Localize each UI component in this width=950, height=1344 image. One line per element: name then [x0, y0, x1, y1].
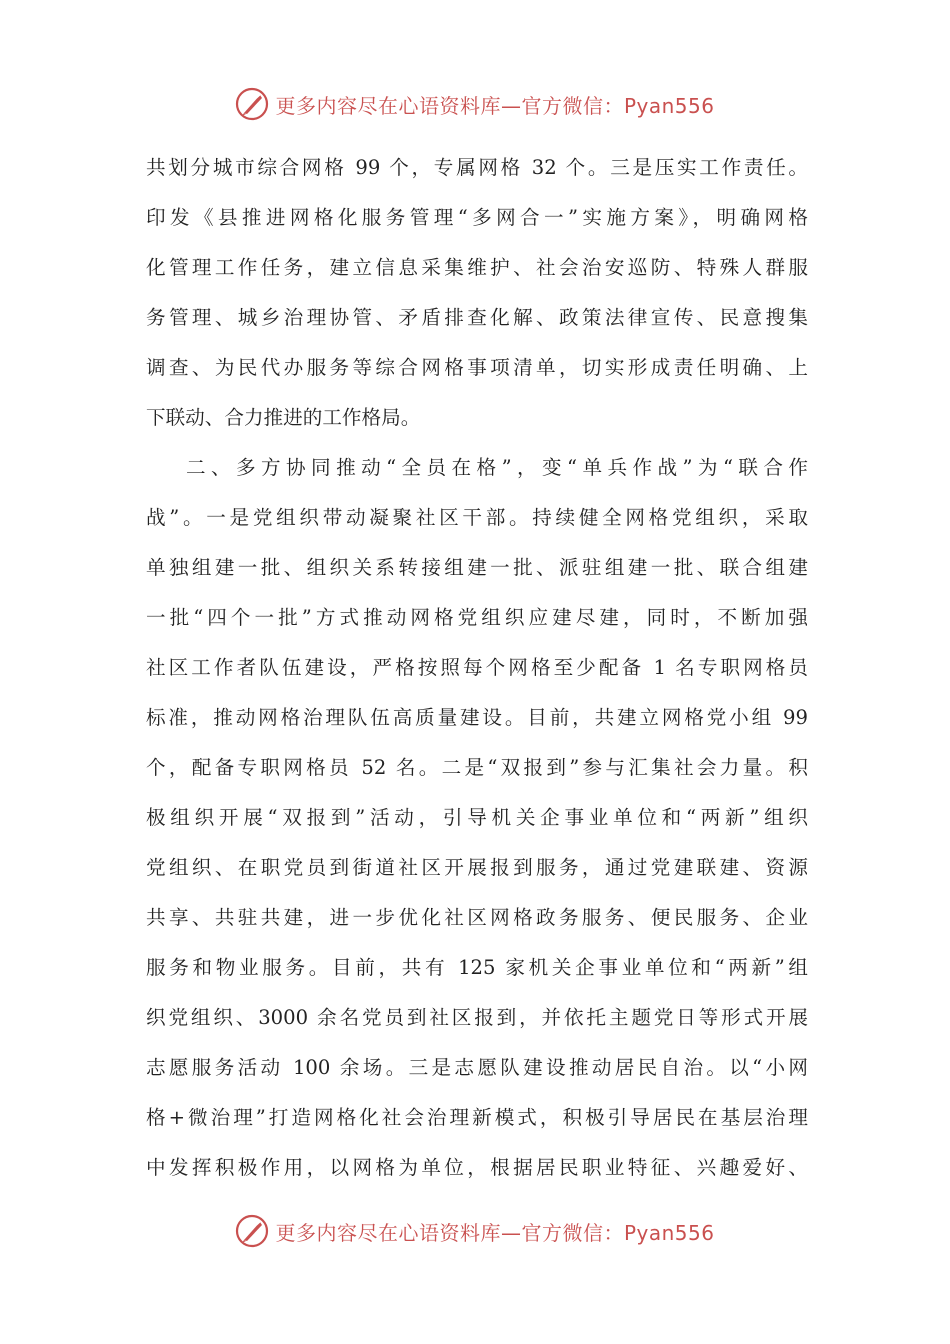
banner-text: 更多内容尽在心语资料库—官方微信：Pyan556	[275, 1220, 715, 1245]
text-line: 服务和物业服务。目前，共有 125 家机关企事业单位和“两新”组	[146, 956, 808, 979]
banner-text: 更多内容尽在心语资料库—官方微信：Pyan556	[275, 93, 715, 118]
text-line: 社区工作者队伍建设，严格按照每个网格至少配备 1 名专职网格员	[146, 656, 808, 679]
text-line: 调查、为民代办服务等综合网格事项清单，切实形成责任明确、上	[146, 356, 808, 379]
text-line: 织党组织、3000 余名党员到社区报到，并依托主题党日等形式开展	[146, 1006, 808, 1029]
text-line: 印发《县推进网格化服务管理“多网合一”实施方案》，明确网格	[146, 206, 808, 229]
text-line: 共划分城市综合网格 99 个，专属网格 32 个。三是压实工作责任。	[146, 156, 808, 179]
text-line: 化管理工作任务，建立信息采集维护、社会治安巡防、特殊人群服	[146, 256, 808, 279]
text-line: 下联动、合力推进的工作格局。	[146, 406, 421, 429]
text-line: 标准，推动网格治理队伍高质量建设。目前，共建立网格党小组 99	[146, 706, 808, 729]
text-line: 战”。一是党组织带动凝聚社区干部。持续健全网格党组织，采取	[146, 506, 808, 529]
text-line: 志愿服务活动 100 余场。三是志愿队建设推动居民自治。以“小网	[146, 1056, 808, 1079]
text-line: 党组织、在职党员到街道社区开展报到服务，通过党建联建、资源	[146, 856, 808, 879]
text-line: 中发挥积极作用，以网格为单位，根据居民职业特征、兴趣爱好、	[146, 1156, 808, 1179]
section-heading-line: 二、多方协同推动“全员在格”，变“单兵作战”为“联合作	[186, 456, 808, 479]
text-line: 务管理、城乡治理协管、矛盾排查化解、政策法律宣传、民意搜集	[146, 306, 808, 329]
text-line: 极组织开展“双报到”活动，引导机关企事业单位和“两新”组织	[146, 806, 808, 829]
text-line: 个，配备专职网格员 52 名。二是“双报到”参与汇集社会力量。积	[146, 756, 808, 779]
quill-logo-icon	[235, 87, 269, 121]
quill-logo-icon	[235, 1214, 269, 1248]
document-body	[146, 143, 808, 1193]
text-line: 一批“四个一批”方式推动网格党组织应建尽建，同时，不断加强	[146, 606, 808, 629]
text-line: 格+微治理”打造网格化社会治理新模式，积极引导居民在基层治理	[146, 1106, 808, 1129]
text-line: 单独组建一批、组织关系转接组建一批、派驻组建一批、联合组建	[146, 556, 808, 579]
header-banner	[0, 84, 950, 124]
text-line: 共享、共驻共建，进一步优化社区网格政务服务、便民服务、企业	[146, 906, 808, 929]
footer-banner	[0, 1211, 950, 1251]
